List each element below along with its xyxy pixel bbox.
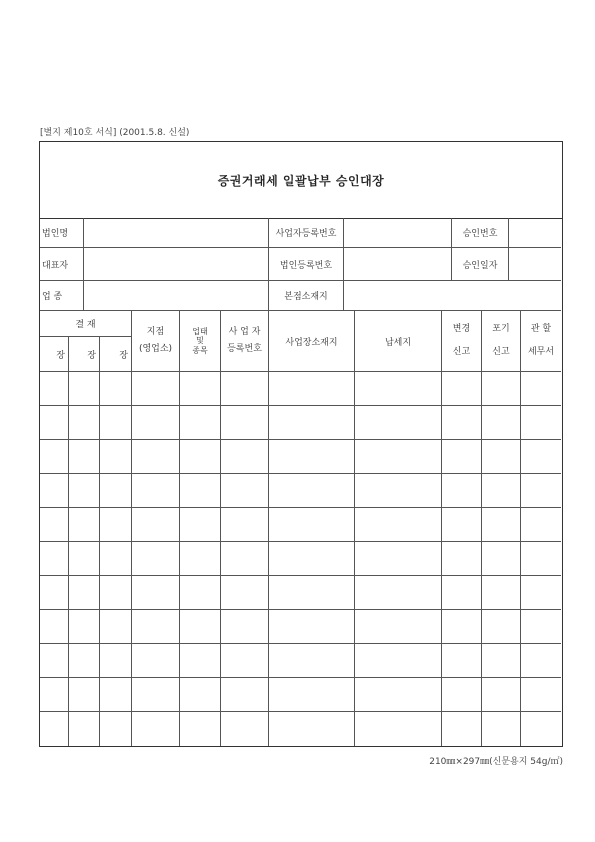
- row-cell-tax-place[interactable]: [355, 440, 442, 474]
- row-cell-business[interactable]: [180, 508, 221, 542]
- row-cell-approval-1[interactable]: [40, 508, 69, 542]
- form-title: 증권거래세 일괄납부 승인대장: [217, 173, 385, 188]
- biz-reg-no-label: 사업자등록번호: [269, 218, 344, 248]
- row-cell-change-report[interactable]: [442, 372, 482, 406]
- row-cell-approval-3[interactable]: [100, 678, 132, 712]
- business-header: [180, 311, 221, 372]
- row-cell-tax-place[interactable]: [355, 576, 442, 610]
- row-cell-location[interactable]: [269, 440, 355, 474]
- row-cell-business[interactable]: [180, 712, 221, 746]
- row-cell-business[interactable]: [180, 440, 221, 474]
- row-cell-biz-no[interactable]: [221, 644, 269, 678]
- row-cell-approval-2[interactable]: [69, 474, 100, 508]
- row-cell-tax-office[interactable]: [521, 576, 561, 610]
- branch-header-line1: 지점: [146, 326, 165, 337]
- row-cell-biz-no[interactable]: [221, 678, 269, 712]
- row-cell-approval-2[interactable]: [69, 644, 100, 678]
- row-cell-tax-place[interactable]: [355, 474, 442, 508]
- corp-name-label: 법인명: [40, 218, 84, 248]
- row-cell-change-report[interactable]: [442, 474, 482, 508]
- row-cell-branch[interactable]: [132, 372, 180, 406]
- row-cell-tax-place[interactable]: [355, 610, 442, 644]
- tax-office-line2: 세무서: [527, 347, 555, 357]
- row-cell-approval-3[interactable]: [100, 372, 132, 406]
- row-cell-biz-no[interactable]: [221, 474, 269, 508]
- business-header-line2: 및: [196, 336, 204, 346]
- branch-header-line2: (영업소): [138, 344, 173, 354]
- row-cell-abandon-report[interactable]: [482, 406, 521, 440]
- approval-register-form: [39, 141, 563, 747]
- row-cell-biz-no[interactable]: [221, 576, 269, 610]
- row-cell-location[interactable]: [269, 610, 355, 644]
- row-cell-biz-no[interactable]: [221, 508, 269, 542]
- row-cell-branch[interactable]: [132, 508, 180, 542]
- row-cell-approval-2[interactable]: [69, 610, 100, 644]
- row-cell-approval-1[interactable]: [40, 440, 69, 474]
- row-cell-business[interactable]: [180, 542, 221, 576]
- row-cell-location[interactable]: [269, 474, 355, 508]
- row-cell-location[interactable]: [269, 644, 355, 678]
- approval-no-field[interactable]: [509, 218, 561, 248]
- row-cell-abandon-report[interactable]: [482, 440, 521, 474]
- row-cell-approval-2[interactable]: [69, 576, 100, 610]
- row-cell-tax-office[interactable]: [521, 406, 561, 440]
- row-cell-branch[interactable]: [132, 406, 180, 440]
- row-cell-tax-office[interactable]: [521, 644, 561, 678]
- row-cell-tax-place[interactable]: [355, 406, 442, 440]
- row-cell-biz-no[interactable]: [221, 406, 269, 440]
- row-cell-tax-place[interactable]: [355, 542, 442, 576]
- row-cell-branch[interactable]: [132, 712, 180, 746]
- approval-header: 결 재: [40, 311, 132, 337]
- row-cell-location[interactable]: [269, 372, 355, 406]
- row-cell-change-report[interactable]: [442, 406, 482, 440]
- row-cell-abandon-report[interactable]: [482, 372, 521, 406]
- row-cell-approval-1[interactable]: [40, 474, 69, 508]
- row-cell-change-report[interactable]: [442, 678, 482, 712]
- row-cell-approval-3[interactable]: [100, 406, 132, 440]
- row-cell-approval-2[interactable]: [69, 440, 100, 474]
- row-cell-change-report[interactable]: [442, 440, 482, 474]
- row-cell-biz-no[interactable]: [221, 440, 269, 474]
- biz-no-header: [221, 311, 269, 372]
- approval-date-field[interactable]: [509, 248, 561, 281]
- row-cell-approval-2[interactable]: [69, 678, 100, 712]
- change-report-line1: 변경: [452, 323, 471, 334]
- row-cell-tax-office[interactable]: [521, 474, 561, 508]
- location-header: 사업장소재지: [269, 311, 355, 372]
- corp-reg-no-field[interactable]: [344, 248, 452, 281]
- row-cell-location[interactable]: [269, 508, 355, 542]
- row-cell-business[interactable]: [180, 576, 221, 610]
- row-cell-approval-2[interactable]: [69, 542, 100, 576]
- row-cell-tax-office[interactable]: [521, 372, 561, 406]
- row-cell-approval-1[interactable]: [40, 610, 69, 644]
- row-cell-approval-1[interactable]: [40, 712, 69, 746]
- row-cell-tax-place[interactable]: [355, 712, 442, 746]
- row-cell-approval-1[interactable]: [40, 644, 69, 678]
- tax-office-line1: 관 할: [530, 323, 552, 334]
- corp-reg-no-label: 법인등록번호: [269, 248, 344, 281]
- row-cell-change-report[interactable]: [442, 610, 482, 644]
- row-cell-business[interactable]: [180, 610, 221, 644]
- change-report-line2: 신고: [452, 347, 471, 357]
- row-cell-tax-place[interactable]: [355, 508, 442, 542]
- business-type-field[interactable]: [84, 281, 269, 311]
- row-cell-approval-3[interactable]: [100, 508, 132, 542]
- business-header-line3: 종목: [192, 345, 208, 355]
- row-cell-biz-no[interactable]: [221, 542, 269, 576]
- row-cell-tax-office[interactable]: [521, 678, 561, 712]
- approval-slot-2: 장: [69, 337, 100, 372]
- row-cell-change-report[interactable]: [442, 542, 482, 576]
- representative-label: 대표자: [40, 248, 84, 281]
- row-cell-tax-office[interactable]: [521, 542, 561, 576]
- row-cell-location[interactable]: [269, 576, 355, 610]
- abandon-report-line2: 신고: [492, 347, 510, 357]
- row-cell-tax-office[interactable]: [521, 440, 561, 474]
- row-cell-abandon-report[interactable]: [482, 678, 521, 712]
- row-cell-abandon-report[interactable]: [482, 542, 521, 576]
- row-cell-abandon-report[interactable]: [482, 712, 521, 746]
- row-cell-tax-office[interactable]: [521, 610, 561, 644]
- row-cell-business[interactable]: [180, 406, 221, 440]
- row-cell-approval-2[interactable]: [69, 372, 100, 406]
- head-office-label: 본점소재지: [269, 281, 344, 311]
- row-cell-branch[interactable]: [132, 440, 180, 474]
- tax-place-header: 납세지: [355, 311, 442, 372]
- row-cell-tax-office[interactable]: [521, 508, 561, 542]
- row-cell-approval-3[interactable]: [100, 440, 132, 474]
- tax-office-header: [521, 311, 561, 372]
- row-cell-abandon-report[interactable]: [482, 576, 521, 610]
- corp-name-field[interactable]: [84, 218, 269, 248]
- row-cell-approval-3[interactable]: [100, 542, 132, 576]
- approval-slot-3: 장: [100, 337, 132, 372]
- row-cell-abandon-report[interactable]: [482, 508, 521, 542]
- row-cell-business[interactable]: [180, 372, 221, 406]
- row-cell-abandon-report[interactable]: [482, 644, 521, 678]
- row-cell-change-report[interactable]: [442, 712, 482, 746]
- business-header-line1: 업태: [192, 327, 208, 337]
- row-cell-biz-no[interactable]: [221, 372, 269, 406]
- row-cell-abandon-report[interactable]: [482, 610, 521, 644]
- row-cell-business[interactable]: [180, 474, 221, 508]
- row-cell-approval-1[interactable]: [40, 372, 69, 406]
- row-cell-approval-1[interactable]: [40, 542, 69, 576]
- head-office-field[interactable]: [344, 281, 561, 311]
- row-cell-change-report[interactable]: [442, 576, 482, 610]
- row-cell-approval-1[interactable]: [40, 576, 69, 610]
- row-cell-location[interactable]: [269, 406, 355, 440]
- row-cell-approval-2[interactable]: [69, 712, 100, 746]
- row-cell-approval-2[interactable]: [69, 508, 100, 542]
- row-cell-approval-3[interactable]: [100, 576, 132, 610]
- row-cell-approval-1[interactable]: [40, 678, 69, 712]
- row-cell-tax-place[interactable]: [355, 372, 442, 406]
- abandon-report-header: [482, 311, 521, 372]
- row-cell-approval-2[interactable]: [69, 406, 100, 440]
- row-cell-branch[interactable]: [132, 644, 180, 678]
- row-cell-approval-3[interactable]: [100, 474, 132, 508]
- change-report-header: [442, 311, 482, 372]
- approval-no-label: 승인번호: [452, 218, 509, 248]
- row-cell-change-report[interactable]: [442, 508, 482, 542]
- representative-field[interactable]: [84, 248, 269, 281]
- row-cell-location[interactable]: [269, 542, 355, 576]
- row-cell-abandon-report[interactable]: [482, 474, 521, 508]
- row-cell-branch[interactable]: [132, 610, 180, 644]
- row-cell-tax-office[interactable]: [521, 712, 561, 746]
- row-cell-branch[interactable]: [132, 576, 180, 610]
- biz-no-header-line1: 사 업 자: [228, 326, 261, 337]
- abandon-report-line1: 포기: [492, 323, 510, 334]
- row-cell-biz-no[interactable]: [221, 712, 269, 746]
- business-type-label: 업 종: [40, 281, 84, 311]
- approval-date-label: 승인일자: [452, 248, 509, 281]
- row-cell-branch[interactable]: [132, 542, 180, 576]
- row-cell-approval-3[interactable]: [100, 644, 132, 678]
- row-cell-tax-place[interactable]: [355, 644, 442, 678]
- row-cell-approval-1[interactable]: [40, 406, 69, 440]
- row-cell-location[interactable]: [269, 712, 355, 746]
- row-cell-tax-place[interactable]: [355, 678, 442, 712]
- title-area: [40, 142, 562, 219]
- row-cell-biz-no[interactable]: [221, 610, 269, 644]
- row-cell-location[interactable]: [269, 678, 355, 712]
- biz-no-header-line2: 등록번호: [227, 344, 262, 354]
- row-cell-approval-3[interactable]: [100, 712, 132, 746]
- biz-reg-no-field[interactable]: [344, 218, 452, 248]
- branch-header: [132, 311, 180, 372]
- row-cell-branch[interactable]: [132, 474, 180, 508]
- row-cell-change-report[interactable]: [442, 644, 482, 678]
- row-cell-branch[interactable]: [132, 678, 180, 712]
- form-caption: [별지 제10호 서식] (2001.5.8. 신설): [40, 128, 190, 138]
- approval-slot-1: 장: [40, 337, 69, 372]
- row-cell-approval-3[interactable]: [100, 610, 132, 644]
- row-cell-business[interactable]: [180, 678, 221, 712]
- paper-spec: 210㎜×297㎜(신문용지 54g/㎡): [429, 757, 563, 767]
- row-cell-business[interactable]: [180, 644, 221, 678]
